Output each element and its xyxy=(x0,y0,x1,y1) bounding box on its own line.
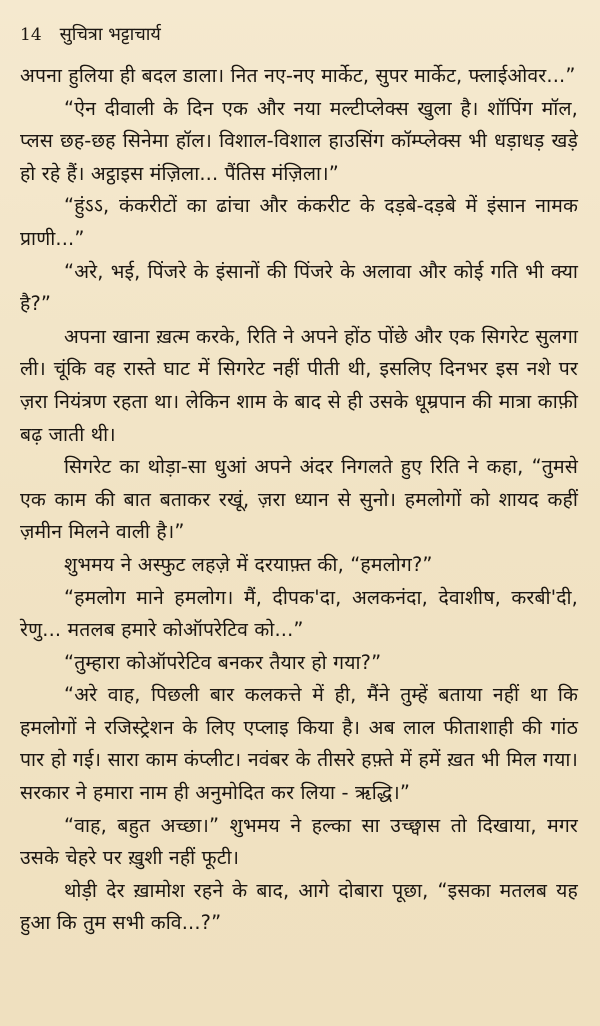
paragraph: सिगरेट का थोड़ा-सा धुआं अपने अंदर निगलते हुए रिति ने कहा, “तुमसे एक काम की बात बताकर रखूं, ज़रा ध्यान से सुनो। हमलोगों को शायद कहीं ज़मीन मिलने वाली है।” xyxy=(20,455,578,544)
paragraph: अपना खाना ख़त्म करके, रिति ने अपने होंठ पोंछे और एक सिगरेट सुलगा ली। चूंकि वह रास्ते घाट में सिगरेट नहीं पीती थी, इसलिए दिनभर इस नशे पर ज़रा नियंत्रण रहता था। लेकिन शाम के बाद से ही उसके धूम्रपान की मात्रा काफ़ी बढ़ जाती थी। xyxy=(20,324,578,446)
body-text xyxy=(20,60,578,940)
page-number: 14 xyxy=(20,25,42,45)
paragraph: “अरे, भई, पिंजरे के इंसानों की पिंजरे के अलावा और कोई गति भी क्या है?” xyxy=(20,259,578,316)
paragraph: “ऐन दीवाली के दिन एक और नया मल्टीप्लेक्स खुला है। शॉपिंग मॉल, प्लस छह-छह सिनेमा हॉल। विशाल-विशाल हाउसिंग कॉम्प्लेक्स भी धड़ाधड़ खड़े हो रहे हैं। अट्ठाइस मंज़िला... पैंतिस मंज़िला।” xyxy=(20,96,578,185)
paragraph: “वाह, बहुत अच्छा।” शुभमय ने हल्का सा उच्छ्वास तो दिखाया, मगर उसके चेहरे पर ख़ुशी नहीं फूटी। xyxy=(20,813,578,870)
paragraph: “हुंऽऽ, कंकरीटों का ढांचा और कंकरीट के दड़बे-दड़बे में इंसान नामक प्राणी...” xyxy=(20,194,578,250)
paragraph: शुभमय ने अस्फुट लहज़े में दरयाफ़्त की, “हमलोग?” xyxy=(64,552,433,576)
paragraph: थोड़ी देर ख़ामोश रहने के बाद, आगे दोबारा पूछा, “इसका मतलब यह हुआ कि तुम सभी कवि...?” xyxy=(20,878,578,935)
running-title: सुचित्रा भट्टाचार्य xyxy=(59,24,161,45)
paragraph: “तुम्हारा कोऑपरेटिव बनकर तैयार हो गया?” xyxy=(64,650,382,674)
page-header xyxy=(20,22,578,56)
paragraph: “हमलोग माने हमलोग। मैं, दीपक'दा, अलकनंदा, देवाशीष, करबी'दी, रेणु... मतलब हमारे कोऑपरेटिव को...” xyxy=(20,585,578,642)
paragraph: अपना हुलिया ही बदल डाला। नित नए-नए मार्केट, सुपर मार्केट, फ्लाईओवर...” xyxy=(20,64,576,87)
paragraph: “अरे वाह, पिछली बार कलकत्ते में ही, मैंने तुम्हें बताया नहीं था कि हमलोगों ने रजिस्ट्रेशन के लिए एप्लाइ किया है। अब लाल फीताशाही की गांठ पार हो गई। सारा काम कंप्लीट। नवंबर के तीसरे हफ़्ते में हमें ख़त भी मिल गया। सरकार ने हमारा नाम ही अनुमोदित कर लिया - ऋद्धि।” xyxy=(20,683,578,805)
